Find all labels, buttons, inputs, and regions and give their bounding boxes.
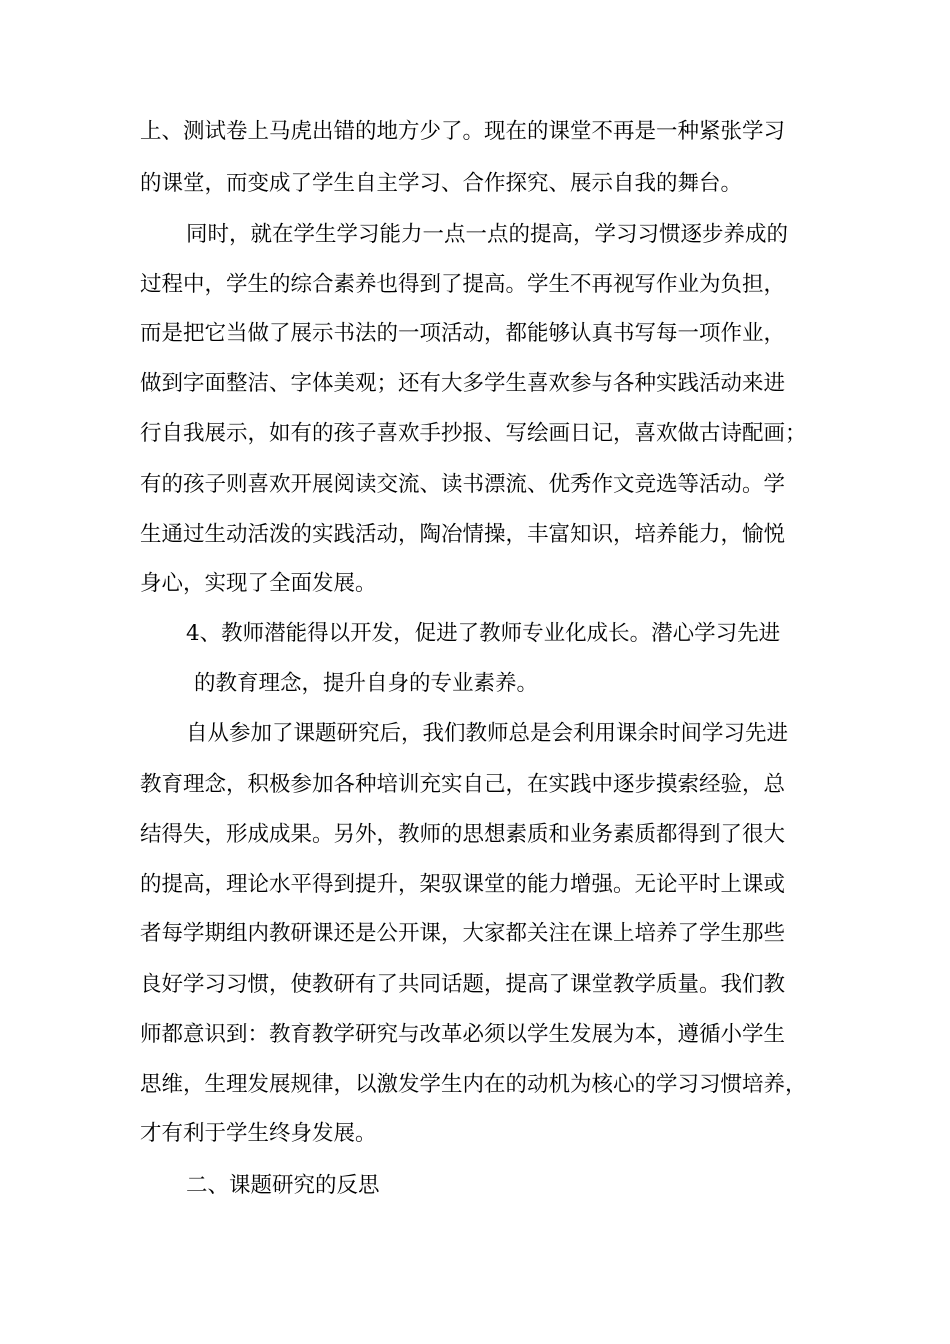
text-line: 结得失，形成成果。另外，教师的思想素质和业务素质都得到了很大 (140, 822, 786, 847)
text-line: 的课堂，而变成了学生自主学习、合作探究、展示自我的舞台。 (140, 171, 743, 196)
text-line: 4、教师潜能得以开发，促进了教师专业化成长。潜心学习先进 (186, 621, 781, 646)
text-line: 良好学习习惯，使教研有了共同话题，提高了课堂教学质量。我们教 (140, 972, 786, 997)
text-line: 做到字面整洁、字体美观；还有大多学生喜欢参与各种实践活动来进 (140, 371, 786, 396)
text-line: 者每学期组内教研课还是公开课，大家都关注在课上培养了学生那些 (140, 921, 786, 946)
text-line: 过程中，学生的综合素养也得到了提高。学生不再视写作业为负担， (140, 272, 786, 297)
text-line: 的提高，理论水平得到提升，架驭课堂的能力增强。无论平时上课或 (140, 872, 786, 897)
text-line: 自从参加了课题研究后，我们教师总是会利用课余时间学习先进 (186, 721, 789, 746)
text-line: 同时，就在学生学习能力一点一点的提高，学习习惯逐步养成的 (186, 222, 789, 247)
text-line: 身心，实现了全面发展。 (140, 571, 377, 596)
text-line: 教育理念，积极参加各种培训充实自己，在实践中逐步摸索经验，总 (140, 772, 786, 797)
section-heading: 二、课题研究的反思 (186, 1173, 380, 1198)
text-line: 而是把它当做了展示书法的一项活动，都能够认真书写每一项作业， (140, 321, 786, 346)
text-line: 行自我展示，如有的孩子喜欢手抄报、写绘画日记，喜欢做古诗配画； (140, 421, 807, 446)
text-line: 上、测试卷上马虎出错的地方少了。现在的课堂不再是一种紧张学习 (140, 119, 786, 144)
text-line: 才有利于学生终身发展。 (140, 1121, 377, 1146)
text-line: 的教育理念，提升自身的专业素养。 (194, 671, 539, 696)
text-line: 师都意识到：教育教学研究与改革必须以学生发展为本，遵循小学生 (140, 1022, 786, 1047)
text-line: 思维，生理发展规律，以激发学生内在的动机为核心的学习习惯培养， (140, 1072, 807, 1097)
text-line: 生通过生动活泼的实践活动，陶冶情操，丰富知识，培养能力，愉悦 (140, 522, 786, 547)
text-line: 有的孩子则喜欢开展阅读交流、读书漂流、优秀作文竞选等活动。学 (140, 472, 786, 497)
